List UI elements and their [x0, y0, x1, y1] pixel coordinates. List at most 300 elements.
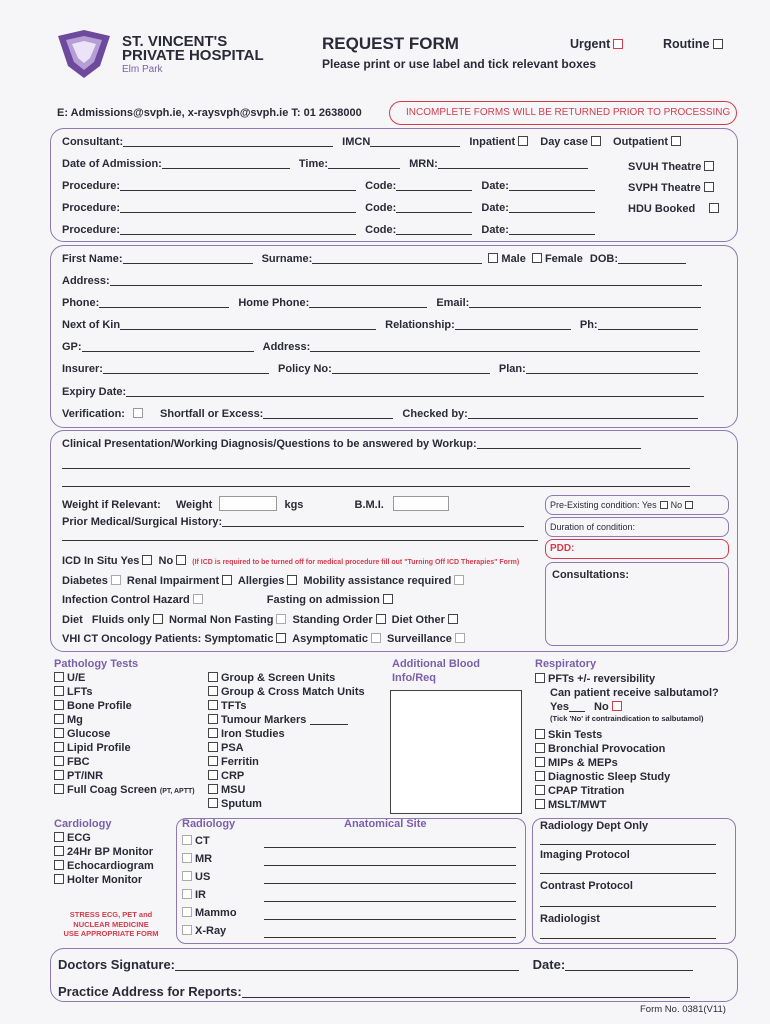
patient-section	[50, 245, 738, 428]
respiratory-item[interactable]	[535, 785, 624, 797]
respiratory-label: MIPs & MEPs	[548, 757, 618, 769]
pathology-col2-checkbox[interactable]	[208, 700, 218, 710]
diet-label: Diet	[62, 614, 83, 626]
date-field[interactable]	[509, 190, 595, 191]
radiology-item[interactable]	[182, 925, 226, 937]
radiology-label: CT	[195, 835, 210, 847]
pathology-col1-checkbox[interactable]	[54, 672, 64, 682]
pathology-col2-item[interactable]	[208, 770, 244, 782]
form-title: REQUEST FORM	[322, 34, 459, 53]
routine-option[interactable]	[663, 37, 726, 51]
salbutamol-question: Can patient receive salbutamol?	[550, 687, 719, 699]
preexisting-yes-checkbox[interactable]	[660, 501, 668, 509]
history-label: Prior Medical/Surgical History:	[62, 516, 223, 528]
pathology-col2-item[interactable]	[208, 798, 262, 810]
surname-label: Surname:	[261, 253, 313, 265]
diabetes-checkbox[interactable]	[111, 575, 121, 585]
address-label: Address:	[62, 275, 110, 287]
female-label: Female	[544, 253, 583, 265]
diabetes-label: Diabetes	[62, 575, 108, 587]
procedure-field[interactable]	[120, 212, 356, 213]
pathology-col2-checkbox[interactable]	[208, 784, 218, 794]
cardiology-note-line1: STRESS ECG, PET and	[69, 910, 153, 919]
radiology-item[interactable]	[182, 871, 210, 883]
infection-row	[62, 594, 396, 606]
allergies-label: Allergies	[237, 575, 285, 587]
pfts-checkbox[interactable]	[535, 673, 545, 683]
plan-field[interactable]	[526, 373, 698, 374]
icd-label: ICD In Situ Yes	[62, 555, 140, 567]
fasting-label: Fasting on admission	[266, 594, 380, 606]
home-phone-label: Home Phone:	[238, 297, 310, 309]
address-field[interactable]	[110, 285, 702, 286]
cardiology-label: Holter Monitor	[67, 874, 143, 886]
hospital-logo	[56, 28, 112, 80]
bmi-field[interactable]	[393, 496, 449, 511]
icd-row	[62, 555, 519, 567]
outpatient-checkbox[interactable]	[671, 136, 681, 146]
urgent-label: Urgent	[570, 37, 611, 51]
incomplete-warning	[389, 101, 737, 125]
icd-no-checkbox[interactable]	[176, 555, 186, 565]
respiratory-label: Diagnostic Sleep Study	[548, 771, 671, 783]
anatomical-site-field[interactable]	[264, 937, 516, 938]
pathology-col1-checkbox[interactable]	[54, 700, 64, 710]
normal-fast-checkbox[interactable]	[276, 614, 286, 624]
verification-row	[62, 408, 698, 420]
signature-date-field[interactable]	[565, 970, 693, 971]
hdu-booked-option[interactable]	[628, 203, 722, 215]
contrast-protocol-label: Contrast Protocol	[540, 880, 633, 892]
gp-field[interactable]	[82, 351, 254, 352]
pathology-col1-checkbox[interactable]	[54, 728, 64, 738]
signature-field[interactable]	[175, 970, 519, 971]
verification-label: Verification:	[62, 408, 125, 420]
radiology-item[interactable]	[182, 853, 212, 865]
pathology-col1-label: Lipid Profile	[67, 742, 131, 754]
policy-label: Policy No:	[278, 363, 332, 375]
respiratory-item[interactable]	[535, 743, 665, 755]
procedure-row-3	[62, 224, 595, 236]
cardiology-note-line2: NUCLEAR MEDICINE	[73, 919, 149, 929]
cardiology-label: Echocardiogram	[67, 860, 154, 872]
history-field[interactable]	[222, 526, 524, 527]
procedure-row-1	[62, 180, 595, 192]
surveillance-checkbox[interactable]	[455, 633, 465, 643]
radiology-section	[176, 818, 526, 944]
date-field[interactable]	[509, 212, 595, 213]
pathology-col2-label: Sputum	[221, 798, 262, 810]
diet-other-label: Diet Other	[391, 614, 445, 626]
procedure-label: Procedure:	[62, 180, 121, 192]
first-name-field[interactable]	[123, 263, 253, 264]
checked-by-label: Checked by:	[402, 408, 468, 420]
plan-label: Plan:	[498, 363, 526, 375]
pathology-col2-item[interactable]	[208, 728, 285, 740]
urgent-checkbox[interactable]	[613, 39, 623, 49]
pathology-col1-label: Full Coag Screen	[67, 784, 157, 796]
asymptomatic-label: Asymptomatic	[292, 633, 368, 645]
pathology-col1-label: FBC	[67, 756, 90, 768]
pathology-col2-label: MSU	[221, 784, 246, 796]
radiology-item[interactable]	[182, 889, 206, 901]
pathology-col1-item[interactable]	[54, 700, 132, 712]
mobility-checkbox[interactable]	[454, 575, 464, 585]
signature-row	[58, 957, 693, 972]
anatomical-site-field[interactable]	[264, 883, 516, 884]
pathology-col1-checkbox[interactable]	[54, 784, 64, 794]
respiratory-item[interactable]	[535, 729, 602, 741]
practice-address-field[interactable]	[242, 997, 690, 998]
pathology-title: Pathology Tests	[54, 658, 139, 670]
respiratory-item[interactable]	[535, 799, 606, 811]
pathology-col2-checkbox[interactable]	[208, 742, 218, 752]
pathology-col2-item[interactable]	[208, 672, 335, 684]
svuh-theatre-checkbox[interactable]	[704, 161, 714, 171]
insurer-row	[62, 363, 698, 375]
radiology-label: MR	[195, 853, 213, 865]
salbutamol-answer	[550, 701, 625, 713]
procedure-field[interactable]	[120, 190, 356, 191]
phone-field[interactable]	[99, 307, 229, 308]
cardiology-item[interactable]	[54, 874, 142, 886]
radiology-checkbox[interactable]	[182, 889, 192, 899]
respiratory-title: Respiratory	[535, 658, 597, 670]
tumour-markers-field[interactable]	[310, 724, 348, 725]
gp-label: GP:	[62, 341, 82, 353]
clinical-label: Clinical Presentation/Working Diagnosis/Questions to be answered by Workup:	[62, 438, 477, 450]
clinical-field-line-3[interactable]	[62, 486, 690, 487]
additional-blood-title: Additional Blood	[392, 658, 480, 670]
fluids-checkbox[interactable]	[153, 614, 163, 624]
kin-field[interactable]	[120, 329, 376, 330]
phone-label: Phone:	[62, 297, 100, 309]
weight-relevant-label: Weight if Relevant:	[62, 499, 161, 511]
respiratory-checkbox[interactable]	[535, 785, 545, 795]
pathology-col1-item[interactable]	[54, 714, 83, 726]
relationship-label: Relationship:	[385, 319, 455, 331]
cardiology-item[interactable]	[54, 832, 91, 844]
pathology-col1-checkbox[interactable]	[54, 742, 64, 752]
radiology-checkbox[interactable]	[182, 871, 192, 881]
pathology-col2-checkbox[interactable]	[208, 672, 218, 682]
pathology-col1-item[interactable]	[54, 756, 90, 768]
radiology-title: Radiology	[182, 818, 236, 830]
pdd-label: PDD:	[550, 543, 575, 554]
pathology-col2-item[interactable]	[208, 784, 245, 796]
email-label: Email:	[436, 297, 470, 309]
pathology-col1-item[interactable]	[54, 770, 103, 782]
dob-field[interactable]	[618, 263, 686, 264]
procedure-field[interactable]	[120, 234, 356, 235]
duration-box[interactable]	[545, 517, 729, 537]
pathology-col2-label: Group & Screen Units	[221, 672, 336, 684]
pathology-col1-item[interactable]	[54, 672, 85, 684]
cardiology-checkbox[interactable]	[54, 860, 64, 870]
routine-checkbox[interactable]	[713, 39, 723, 49]
kin-label: Next of Kin	[62, 319, 121, 331]
cardiology-checkbox[interactable]	[54, 846, 64, 856]
info-req-title: Info/Req	[392, 672, 436, 684]
clinical-field-line-2[interactable]	[62, 468, 690, 469]
imcn-label: IMCN	[342, 136, 371, 148]
pathology-col1-label: PT/INR	[67, 770, 104, 782]
radiology-checkbox[interactable]	[182, 907, 192, 917]
pathology-col1-checkbox[interactable]	[54, 756, 64, 766]
pathology-col2-checkbox[interactable]	[208, 728, 218, 738]
gp-address-label: Address:	[262, 341, 311, 353]
time-field[interactable]	[328, 168, 400, 169]
salbutamol-no-checkbox[interactable]	[612, 701, 622, 711]
inpatient-checkbox[interactable]	[518, 136, 528, 146]
admission-date-field[interactable]	[162, 168, 290, 169]
admission-date-row	[62, 158, 588, 170]
weight-field[interactable]	[219, 496, 277, 511]
respiratory-checkbox[interactable]	[535, 757, 545, 767]
mrn-field[interactable]	[438, 168, 588, 169]
diet-other-checkbox[interactable]	[448, 614, 458, 624]
practice-address-row	[58, 984, 690, 999]
insurer-label: Insurer:	[62, 363, 103, 375]
pathology-col1-item[interactable]	[54, 742, 131, 754]
cardiology-checkbox[interactable]	[54, 832, 64, 842]
cardiology-item[interactable]	[54, 860, 154, 872]
pathology-col2-item[interactable]	[208, 700, 246, 712]
svuh-theatre-label: SVUH Theatre	[628, 161, 702, 173]
respiratory-label: MSLT/MWT	[548, 799, 607, 811]
radiology-item[interactable]	[182, 835, 210, 847]
cardiology-title: Cardiology	[54, 818, 112, 830]
signature-label: Doctors Signature:	[58, 957, 176, 972]
expiry-field[interactable]	[126, 396, 704, 397]
time-label: Time:	[298, 158, 329, 170]
warning-text: INCOMPLETE FORMS WILL BE RETURNED PRIOR TO PROCESSING	[406, 107, 731, 118]
renal-label: Renal Impairment	[126, 575, 220, 587]
pathology-col2-label: PSA	[221, 742, 244, 754]
gp-row	[62, 341, 700, 353]
checked-by-field[interactable]	[468, 418, 698, 419]
history-field-line-2[interactable]	[62, 540, 538, 541]
pathology-col1-label: Glucose	[67, 728, 111, 740]
relationship-field[interactable]	[455, 329, 571, 330]
pfts-label: PFTs +/- reversibility	[548, 673, 656, 685]
pathology-col2-checkbox[interactable]	[208, 756, 218, 766]
pathology-col1-checkbox[interactable]	[54, 770, 64, 780]
anatomical-site-field[interactable]	[264, 865, 516, 866]
standing-checkbox[interactable]	[376, 614, 386, 624]
vhi-row	[62, 633, 468, 645]
pathology-col1-item[interactable]	[54, 784, 195, 796]
inpatient-label: Inpatient	[469, 136, 516, 148]
hdu-booked-checkbox[interactable]	[709, 203, 719, 213]
asymptomatic-checkbox[interactable]	[371, 633, 381, 643]
fluids-label: Fluids only	[91, 614, 150, 626]
female-checkbox[interactable]	[532, 253, 542, 263]
pathology-col2-checkbox[interactable]	[208, 798, 218, 808]
pathology-col2-item[interactable]	[208, 756, 259, 768]
routine-label: Routine	[663, 37, 710, 51]
form-instructions: Please print or use label and tick relevant boxes	[322, 57, 597, 71]
home-phone-field[interactable]	[309, 307, 427, 308]
pathology-col2-checkbox[interactable]	[208, 770, 218, 780]
pdd-box[interactable]	[545, 539, 729, 559]
phone-row	[62, 297, 701, 309]
imcn-field[interactable]	[370, 146, 460, 147]
expiry-label: Expiry Date:	[62, 386, 127, 398]
preexisting-no-checkbox[interactable]	[685, 501, 693, 509]
respiratory-checkbox[interactable]	[535, 729, 545, 739]
pathology-col1-label: Bone Profile	[67, 700, 132, 712]
policy-field[interactable]	[332, 373, 490, 374]
procedure-label: Procedure:	[62, 224, 121, 236]
respiratory-item[interactable]	[535, 757, 618, 769]
daycase-checkbox[interactable]	[591, 136, 601, 146]
form-number: Form No. 0381(V11)	[640, 1004, 726, 1015]
radiology-label: IR	[195, 889, 206, 901]
dept-line-1	[540, 844, 716, 845]
code-label: Code:	[365, 202, 397, 214]
anatomical-title: Anatomical Site	[344, 818, 427, 830]
cardiology-label: 24Hr BP Monitor	[67, 846, 153, 858]
pathology-col1-item[interactable]	[54, 728, 110, 740]
verification-checkbox[interactable]	[133, 408, 143, 418]
date-label: Date:	[481, 202, 509, 214]
hospital-name-line2: PRIVATE HOSPITAL	[122, 47, 264, 64]
weight-row	[62, 496, 449, 511]
additional-blood-box[interactable]	[390, 690, 522, 814]
pathology-col1-label: LFTs	[67, 686, 93, 698]
anatomical-site-field[interactable]	[264, 847, 516, 848]
radiology-label: US	[195, 871, 211, 883]
procedure-row-2	[62, 202, 595, 214]
surveillance-label: Surveillance	[387, 633, 452, 645]
first-name-label: First Name:	[62, 253, 123, 265]
imaging-protocol-field[interactable]	[540, 873, 716, 874]
preexisting-label: Pre-Existing condition: Yes	[550, 500, 657, 510]
cardiology-checkbox[interactable]	[54, 874, 64, 884]
pathology-col2-item[interactable]	[208, 714, 348, 726]
svph-theatre-checkbox[interactable]	[704, 182, 714, 192]
insurer-field[interactable]	[103, 373, 269, 374]
code-field[interactable]	[396, 234, 472, 235]
address-row	[62, 275, 702, 287]
pathology-col2-label: Ferritin	[221, 756, 259, 768]
pathology-col1-item[interactable]	[54, 686, 92, 698]
radiology-label: X-Ray	[195, 925, 227, 937]
infection-checkbox[interactable]	[193, 594, 203, 604]
pathology-col2-item[interactable]	[208, 686, 365, 698]
radiology-checkbox[interactable]	[182, 925, 192, 935]
daycase-label: Day case	[540, 136, 588, 148]
weight-label: Weight	[175, 499, 213, 511]
hospital-location: Elm Park	[122, 64, 163, 75]
pathology-col2-checkbox[interactable]	[208, 714, 218, 724]
fasting-checkbox[interactable]	[383, 594, 393, 604]
consultations-box[interactable]	[545, 562, 729, 646]
radiologist-field[interactable]	[540, 938, 716, 939]
mrn-label: MRN:	[409, 158, 438, 170]
svph-theatre-label: SVPH Theatre	[628, 182, 701, 194]
hdu-booked-label: HDU Booked	[628, 203, 696, 215]
urgent-option[interactable]	[570, 37, 626, 51]
surname-field[interactable]	[312, 263, 482, 264]
anatomical-site-field[interactable]	[264, 919, 516, 920]
respiratory-checkbox[interactable]	[535, 743, 545, 753]
preexisting-box	[545, 495, 729, 515]
gp-address-field[interactable]	[310, 351, 700, 352]
imaging-protocol-label: Imaging Protocol	[540, 849, 630, 861]
icd-note: (If ICD is required to be turned off for medical procedure fill out "Turning Off ICD Therapies" Form)	[192, 559, 520, 566]
preexisting-no-label: No	[670, 500, 683, 510]
shortfall-field[interactable]	[263, 418, 393, 419]
clinical-row	[62, 438, 641, 450]
radiology-checkbox[interactable]	[182, 853, 192, 863]
renal-checkbox[interactable]	[222, 575, 232, 585]
male-checkbox[interactable]	[488, 253, 498, 263]
dept-only-label: Radiology Dept Only	[540, 820, 649, 832]
pathology-col2-checkbox[interactable]	[208, 686, 218, 696]
respiratory-checkbox[interactable]	[535, 771, 545, 781]
pathology-col1-checkbox[interactable]	[54, 714, 64, 724]
clinical-field[interactable]	[477, 448, 641, 449]
date-field[interactable]	[509, 234, 595, 235]
code-field[interactable]	[396, 190, 472, 191]
male-label: Male	[501, 253, 526, 265]
radiology-label: Mammo	[195, 907, 237, 919]
vhi-label: VHI CT Oncology Patients: Symptomatic	[62, 633, 274, 645]
respiratory-checkbox[interactable]	[535, 799, 545, 809]
name-row	[62, 253, 686, 265]
bmi-label: B.M.I.	[354, 499, 384, 511]
code-field[interactable]	[396, 212, 472, 213]
code-label: Code:	[365, 180, 397, 192]
respiratory-item[interactable]	[535, 771, 670, 783]
consultant-row	[62, 136, 684, 148]
kin-phone-field[interactable]	[598, 329, 698, 330]
outpatient-label: Outpatient	[613, 136, 669, 148]
icd-yes-checkbox[interactable]	[142, 555, 152, 565]
signature-date-label: Date:	[532, 957, 566, 972]
mobility-label: Mobility assistance required	[303, 575, 452, 587]
diet-row	[62, 614, 461, 626]
cardiology-label: ECG	[67, 832, 91, 844]
pfts-item[interactable]	[535, 673, 655, 685]
email-field[interactable]	[469, 307, 701, 308]
cardiology-item[interactable]	[54, 846, 153, 858]
date-label: Date:	[481, 224, 509, 236]
radiology-item[interactable]	[182, 907, 237, 919]
consultant-field[interactable]	[123, 146, 333, 147]
svph-theatre-option[interactable]	[628, 182, 717, 194]
symptomatic-checkbox[interactable]	[276, 633, 286, 643]
anatomical-site-field[interactable]	[264, 901, 516, 902]
pathology-col2-label: Iron Studies	[221, 728, 285, 740]
svuh-theatre-option[interactable]	[628, 161, 717, 173]
contrast-protocol-field[interactable]	[540, 906, 716, 907]
cardiology-note	[52, 910, 170, 939]
pathology-col2-item[interactable]	[208, 742, 244, 754]
practice-address-label: Practice Address for Reports:	[58, 984, 242, 999]
salbutamol-yes-label: Yes	[550, 701, 569, 713]
shortfall-label: Shortfall or Excess:	[160, 408, 264, 420]
allergies-checkbox[interactable]	[287, 575, 297, 585]
radiology-checkbox[interactable]	[182, 835, 192, 845]
kin-phone-label: Ph:	[579, 319, 598, 331]
pathology-col1-checkbox[interactable]	[54, 686, 64, 696]
salbutamol-yes-field[interactable]	[569, 711, 585, 712]
pathology-col2-label: Tumour Markers	[221, 714, 307, 726]
code-label: Code:	[365, 224, 397, 236]
